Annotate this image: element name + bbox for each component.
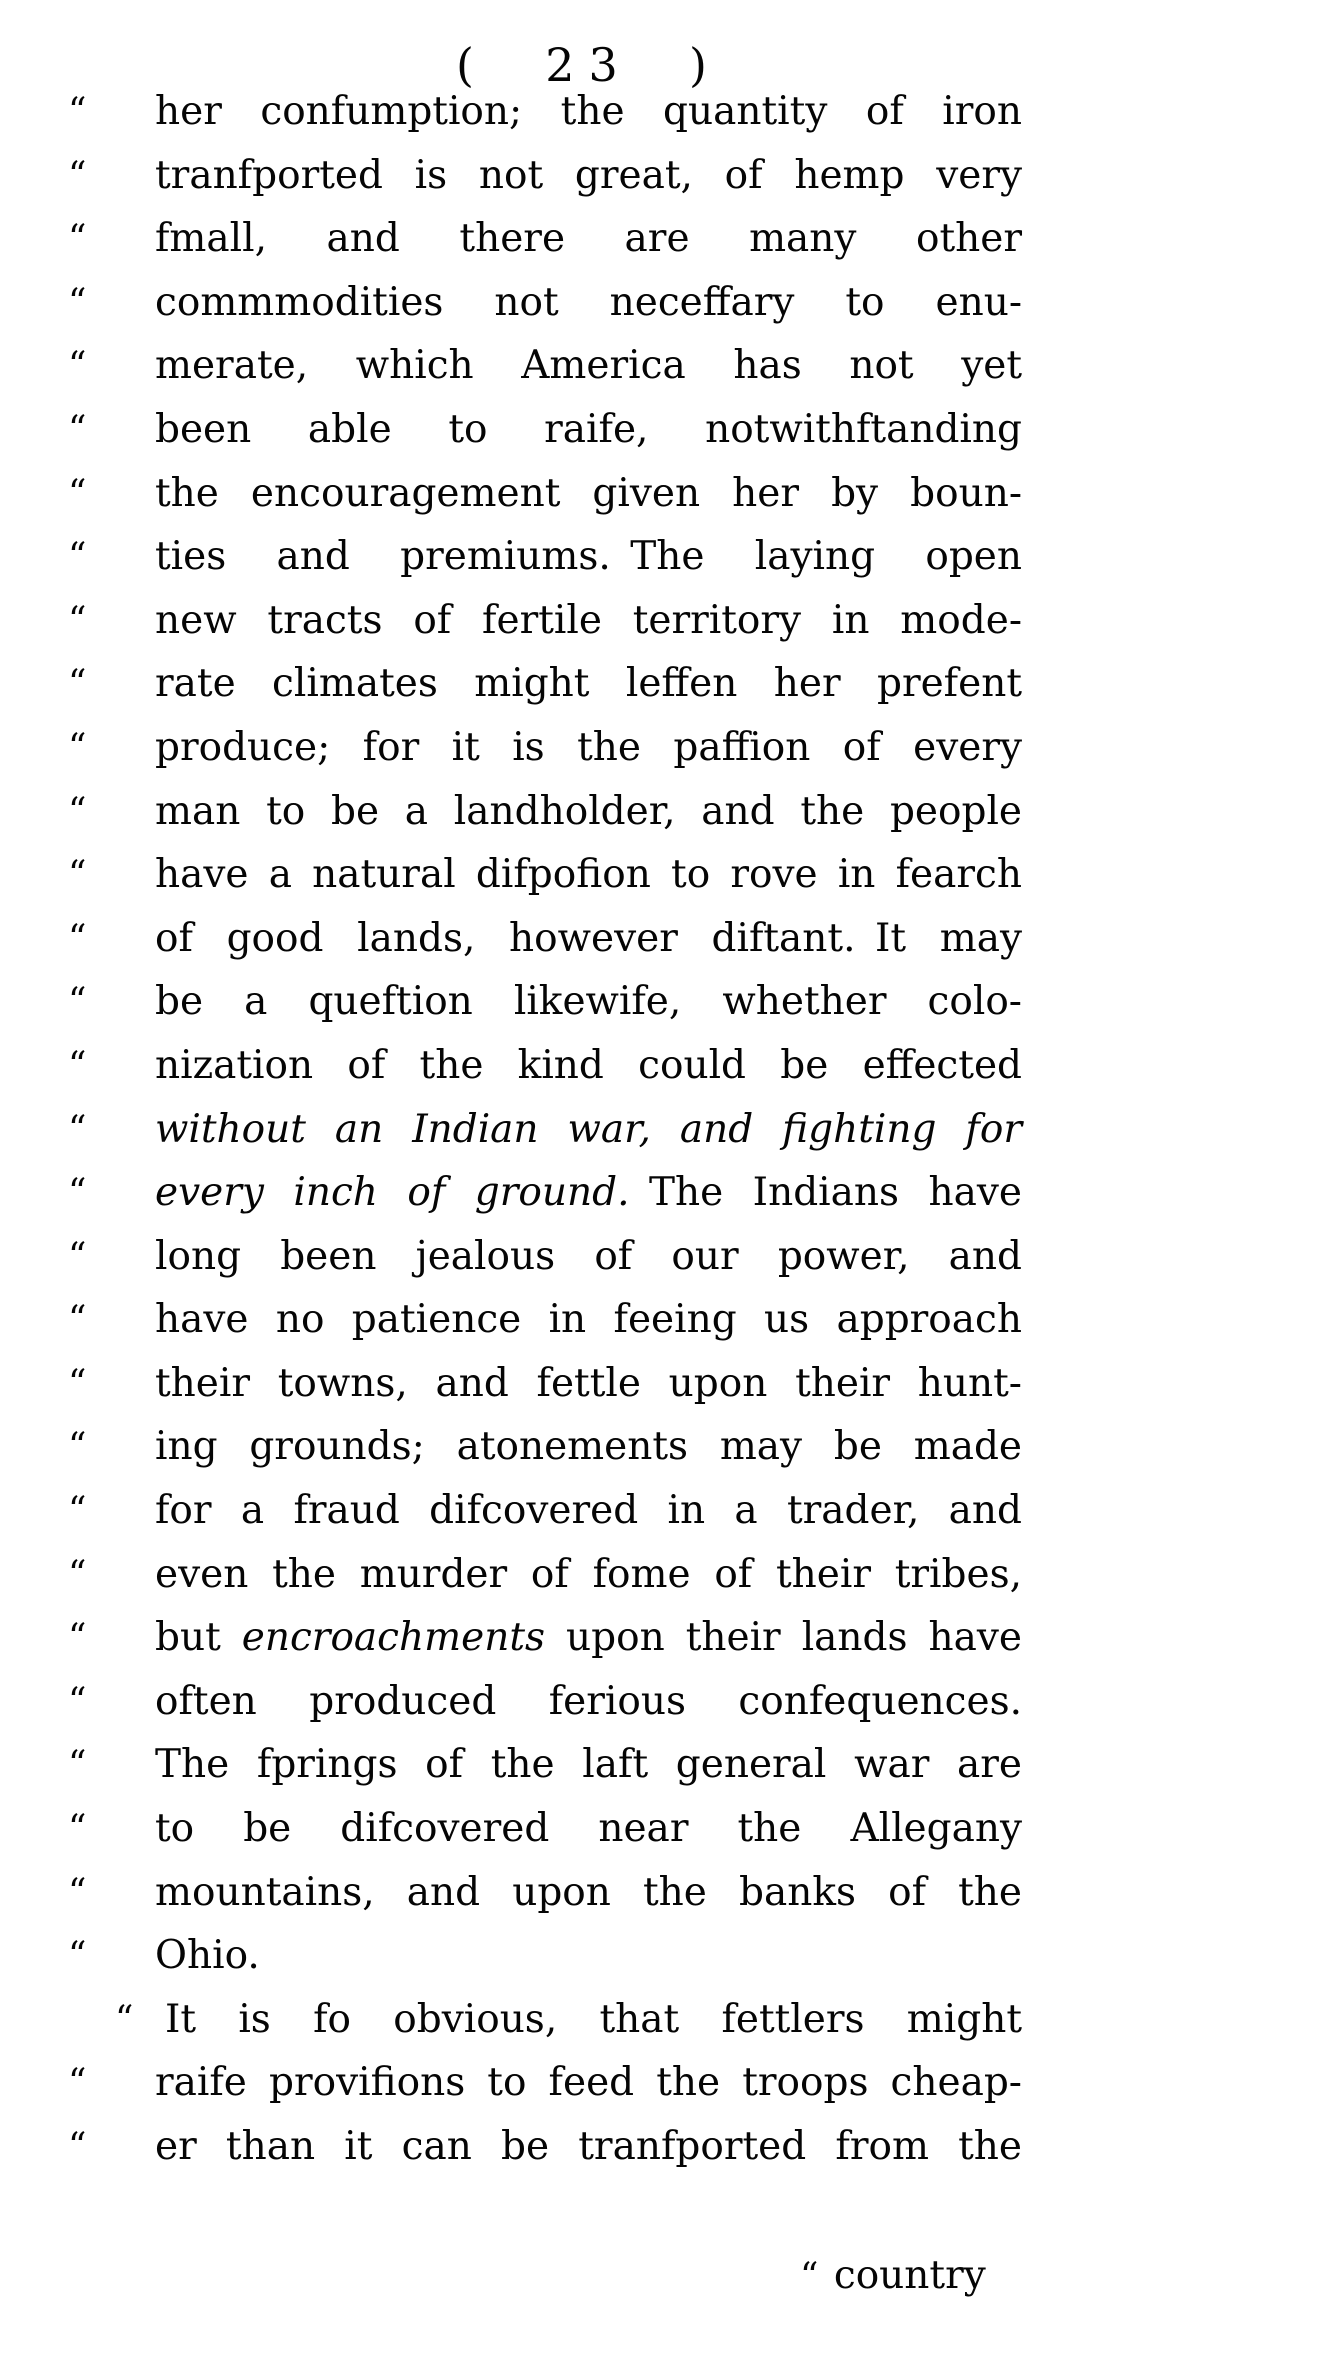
quote-mark: “: [68, 281, 89, 323]
text-line: [0, 1543, 1344, 1607]
quote-mark: “: [68, 1172, 89, 1214]
roman-text: ing grounds; atonements may be made: [155, 1424, 1022, 1470]
line-text: [155, 398, 1022, 462]
line-text: [155, 271, 1022, 335]
text-line: [0, 1797, 1344, 1861]
roman-text: man to be a landholder, and the people: [155, 788, 1022, 834]
roman-text: her confumption; the quantity of iron: [155, 89, 1022, 134]
quote-mark: “: [68, 981, 89, 1023]
line-text: [155, 462, 1022, 526]
text-line: [0, 1352, 1344, 1416]
quote-mark: “: [68, 154, 89, 196]
text-line: [0, 1861, 1344, 1925]
quote-mark: “: [68, 408, 89, 450]
roman-text: to be difcovered near the Allegany: [155, 1806, 1022, 1852]
line-text: [155, 2115, 1022, 2179]
roman-text: fmall, and there are many other: [155, 216, 1022, 262]
quote-mark: “: [800, 2256, 834, 2297]
quote-mark: “: [68, 1362, 89, 1404]
line-text: [155, 843, 1022, 907]
quote-mark: “: [68, 663, 89, 705]
roman-text: er than it can be tranfported from the: [155, 2124, 1022, 2169]
quote-mark: “: [68, 345, 89, 387]
line-text: [155, 1797, 1022, 1861]
roman-text: merate, which America has not yet: [155, 343, 1022, 389]
quote-mark: “: [68, 726, 89, 768]
text-line: [0, 1670, 1344, 1734]
line-text: [155, 80, 1022, 144]
roman-text: The Indians have: [629, 1170, 1022, 1216]
line-text: [155, 1543, 1022, 1607]
quote-mark: “: [68, 1553, 89, 1595]
roman-text: of good lands, however diftant. It may: [155, 915, 1022, 961]
roman-text: Ohio.: [155, 1933, 260, 1979]
quote-mark: “: [68, 91, 89, 132]
roman-text: long been jealous of our power, and: [155, 1233, 1022, 1279]
roman-text: ties and premiums. The laying open: [155, 534, 1022, 580]
quote-mark: “: [68, 218, 89, 260]
text-line: [0, 652, 1344, 716]
roman-text: commmodities not neceffary to enu-: [155, 279, 1022, 325]
line-text: [155, 1924, 1022, 1988]
text-line: [0, 525, 1344, 589]
quote-mark: “: [68, 1871, 89, 1913]
text-line: [0, 1161, 1344, 1225]
text-line: [0, 398, 1344, 462]
line-text: [155, 207, 1022, 271]
line-text: [155, 1415, 1022, 1479]
quote-mark: “: [68, 1490, 89, 1532]
text-line: [0, 780, 1344, 844]
roman-text: been able to raife, notwithftanding: [155, 406, 1022, 452]
line-text: [155, 1861, 1022, 1925]
quote-mark: “: [68, 1108, 89, 1150]
roman-text: mountains, and upon the banks of the: [155, 1869, 1022, 1915]
line-text: [155, 970, 1022, 1034]
line-text: [155, 1988, 1022, 2052]
roman-text: upon their lands have: [545, 1615, 1022, 1661]
text-line: [0, 1988, 1344, 2052]
text-line: [0, 80, 1344, 144]
roman-text: have no patience in feeing us approach: [155, 1297, 1022, 1343]
quote-mark: “: [68, 1044, 89, 1086]
text-block: [0, 80, 1344, 2179]
line-text: [155, 334, 1022, 398]
roman-text: The fprings of the laft general war are: [155, 1742, 1022, 1788]
text-line: [0, 2115, 1344, 2179]
line-text: [155, 1606, 1022, 1670]
catchword: [800, 2246, 986, 2307]
italic-text: encroachments: [241, 1615, 546, 1661]
line-text: [155, 1098, 1022, 1162]
line-text: [155, 589, 1022, 653]
quote-mark: “: [115, 1998, 136, 2040]
text-line: [0, 1034, 1344, 1098]
roman-text: the encouragement given her by boun-: [155, 470, 1022, 516]
roman-text: rate climates might leffen her prefent: [155, 661, 1022, 707]
italic-text: every inch of ground.: [155, 1170, 630, 1216]
line-text: [155, 1352, 1022, 1416]
quote-mark: “: [68, 790, 89, 832]
text-line: [0, 334, 1344, 398]
quote-mark: “: [68, 472, 89, 514]
roman-text: be a queftion likewife, whether colo-: [155, 979, 1022, 1025]
line-text: [155, 1161, 1022, 1225]
line-text: [155, 652, 1022, 716]
roman-text: for a fraud difcovered in a trader, and: [155, 1488, 1022, 1534]
line-text: [155, 780, 1022, 844]
text-line: [0, 207, 1344, 271]
quote-mark: “: [68, 917, 89, 959]
text-line: [0, 843, 1344, 907]
line-text: [155, 1733, 1022, 1797]
text-line: [0, 716, 1344, 780]
text-line: [0, 1288, 1344, 1352]
quote-mark: “: [68, 1680, 89, 1722]
text-line: [0, 462, 1344, 526]
quote-mark: “: [68, 1299, 89, 1341]
text-line: [0, 1733, 1344, 1797]
roman-text: often produced ferious confequences.: [155, 1678, 1022, 1724]
roman-text: It is fo obvious, that fettlers might: [165, 1996, 1022, 2042]
line-text: [155, 1670, 1022, 1734]
text-line: [0, 970, 1344, 1034]
line-text: [155, 1288, 1022, 1352]
roman-text: new tracts of fertile territory in mode-: [155, 597, 1022, 643]
quote-mark: “: [68, 1426, 89, 1468]
text-line: [0, 907, 1344, 971]
roman-text: nization of the kind could be effected: [155, 1042, 1022, 1088]
line-text: [155, 525, 1022, 589]
quote-mark: “: [68, 1935, 89, 1977]
catchword-text: country: [833, 2253, 986, 2298]
quote-mark: “: [68, 2126, 89, 2167]
line-text: [155, 1479, 1022, 1543]
line-text: [155, 716, 1022, 780]
roman-text: their towns, and fettle upon their hunt-: [155, 1360, 1022, 1406]
roman-text: raife provifions to feed the troops cheap-: [155, 2060, 1022, 2106]
line-text: [155, 2051, 1022, 2115]
quote-mark: “: [68, 2062, 89, 2104]
quote-mark: “: [68, 854, 89, 896]
text-line: [0, 1225, 1344, 1289]
roman-text: but: [155, 1615, 242, 1661]
text-line: [0, 144, 1344, 208]
quote-mark: “: [68, 1617, 89, 1659]
roman-text: produce; for it is the paffion of every: [155, 724, 1022, 770]
quote-mark: “: [68, 1235, 89, 1277]
page-number: ( 23 ): [456, 38, 721, 92]
quote-mark: “: [68, 536, 89, 578]
text-line: [0, 589, 1344, 653]
text-line: [0, 1415, 1344, 1479]
text-line: [0, 271, 1344, 335]
line-text: [155, 1225, 1022, 1289]
line-text: [155, 1034, 1022, 1098]
text-line: [0, 1924, 1344, 1988]
line-text: [155, 907, 1022, 971]
italic-text: without an Indian war, and fighting for: [155, 1106, 1022, 1152]
text-line: [0, 1479, 1344, 1543]
text-line: [0, 2051, 1344, 2115]
text-line: [0, 1098, 1344, 1162]
roman-text: have a natural difpofion to rove in fearch: [155, 852, 1022, 898]
roman-text: tranfported is not great, of hemp very: [155, 152, 1022, 198]
quote-mark: “: [68, 1744, 89, 1786]
quote-mark: “: [68, 599, 89, 641]
text-line: [0, 1606, 1344, 1670]
roman-text: even the murder of fome of their tribes,: [155, 1551, 1022, 1597]
quote-mark: “: [68, 1808, 89, 1850]
line-text: [155, 144, 1022, 208]
